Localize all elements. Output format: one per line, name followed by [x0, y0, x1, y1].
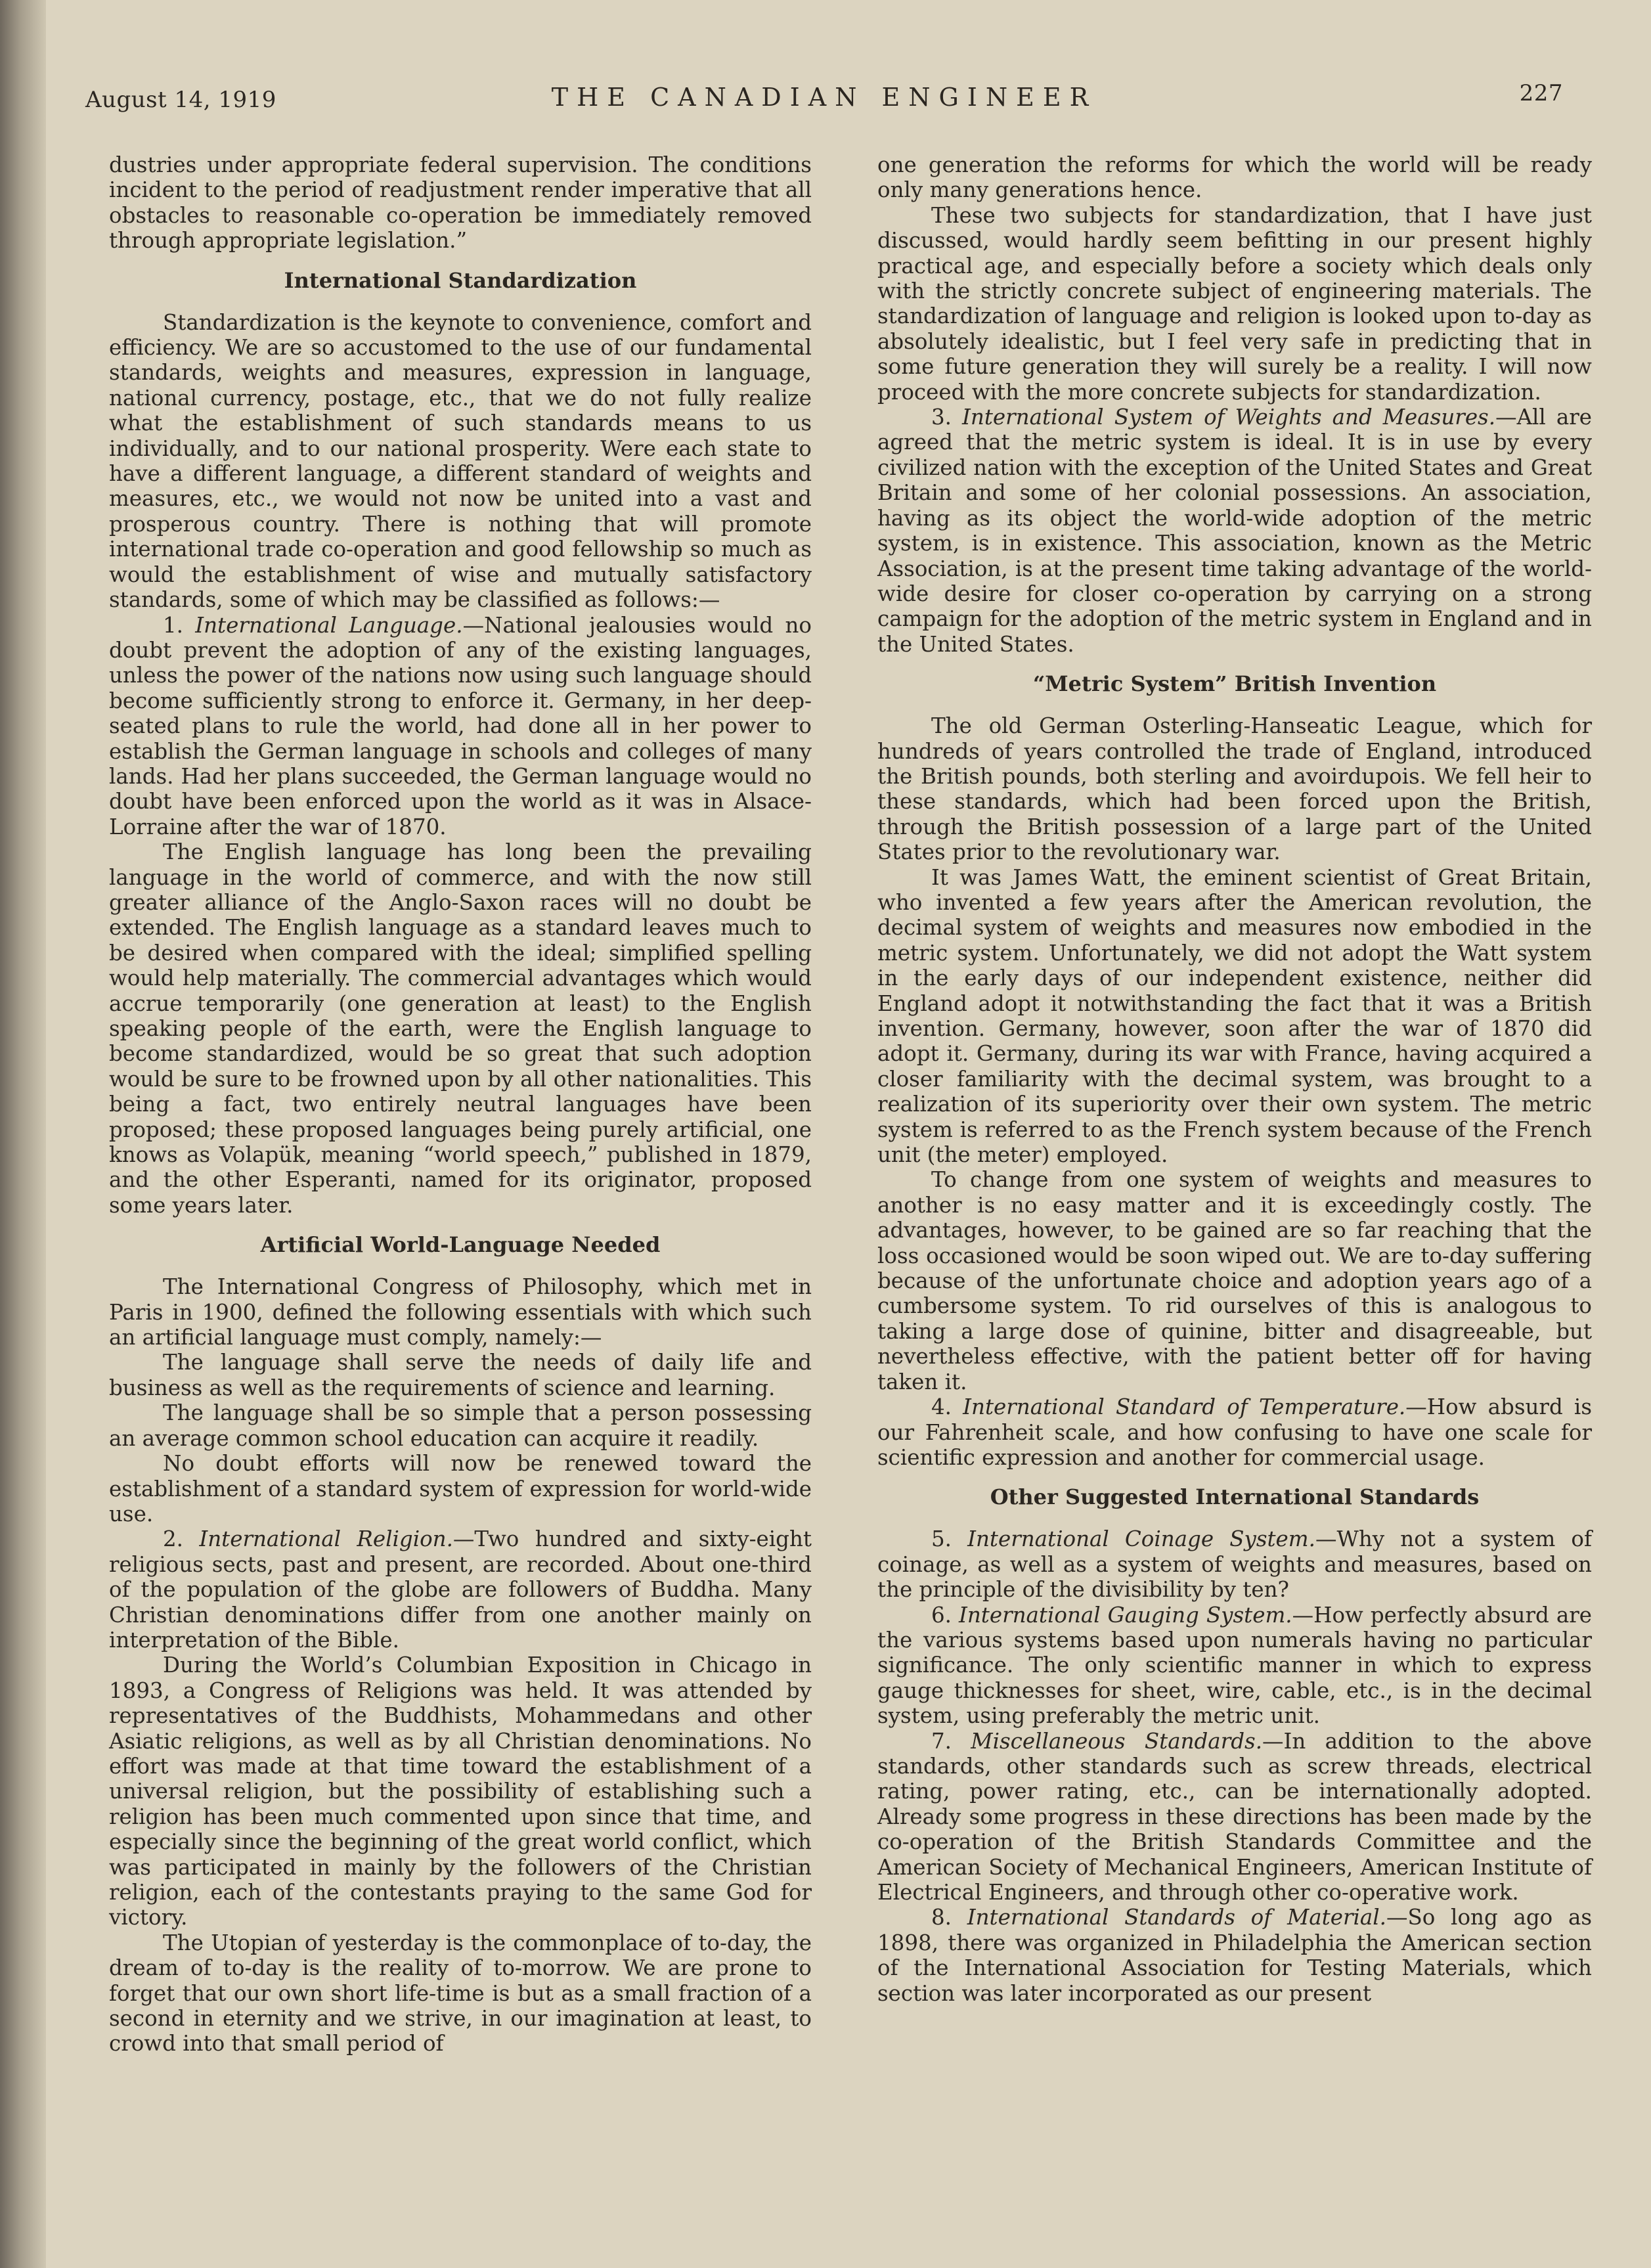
- paragraph: The old German Osterling-Hanseatic League, which for hundreds of years controlled the trade of England, introduced the British pounds, both sterling and avoirdupois. We fell heir to these standards, which had been forced upon the British, through the British possession of a large part of the United States prior to the revolutionary war.: [877, 713, 1592, 865]
- item-title: International System of Weights and Measures.: [962, 405, 1496, 430]
- item-title: International Standard of Temperature.: [963, 1394, 1406, 1420]
- item-text: —How absurd is our Fahrenheit scale, and how confusing to have one scale for scientific expression and another for commercial usage.: [877, 1394, 1593, 1470]
- paragraph: one generation the reforms for which the world will be ready only many generations hence.: [877, 152, 1592, 203]
- paragraph: [877, 1526, 1592, 1602]
- item-number: 8.: [931, 1905, 967, 1930]
- section-heading: Other Suggested International Standards: [990, 1484, 1480, 1510]
- running-header: [85, 78, 1563, 117]
- item-title: International Standards of Material.: [967, 1905, 1386, 1930]
- item-title: International Coinage System.: [967, 1526, 1315, 1552]
- item-title: International Religion.: [199, 1526, 453, 1552]
- item-number: 4.: [931, 1394, 963, 1420]
- item-text: —Two hundred and sixty-eight religious sects, past and present, are recorded. About one-third of the population of the globe are followers of Buddha. Many Christian denominations differ from one another mainly on interpretation of the Bible.: [109, 1526, 812, 1653]
- item-text: —In addition to the above standards, other standards such as screw threads, electrical rating, power rating, etc., can be internationally adopted. Already some progress in these directions has been made by the co-operation of the British Standards Committee and the American Society of Mechanical Engineers, American Institute of Electrical Engineers, and through other co-operative work.: [877, 1728, 1592, 1905]
- paragraph: To change from one system of weights and measures to another is no easy matter and it is exceedingly costly. The advantages, however, to be gained are so far reaching that the loss occasioned would be soon wiped out. We are to-day suffering because of the unfortunate choice and adoption years ago of a cumbersome system. To rid ourselves of this is analogous to taking a large dose of quinine, bitter and disagreeable, but nevertheless effective, with the patient better off for having taken it.: [877, 1167, 1592, 1394]
- item-number: 1.: [163, 612, 196, 638]
- item-number: 6.: [931, 1602, 959, 1628]
- section-heading: International Standardization: [284, 267, 637, 293]
- left-column: [109, 152, 812, 2057]
- paragraph: The language shall serve the needs of daily life and business as well as the requirements of science and learning.: [109, 1350, 812, 1400]
- paragraph: [877, 1729, 1592, 1905]
- item-text: —So long ago as 1898, there was organized in Philadelphia the American section of the International Association for Testing Materials, which section was later incorporated as our present: [877, 1905, 1593, 2006]
- paragraph: [877, 1603, 1592, 1729]
- section-heading: “Metric System” British Invention: [1032, 671, 1437, 697]
- section-heading: Artificial World-Language Needed: [260, 1232, 661, 1258]
- paragraph: During the World’s Columbian Exposition in Chicago in 1893, a Congress of Religions was held. It was attended by representatives of the Buddhists, Mohammedans and other Asiatic religions, as well as by all Christian denominations. No effort was made at that time toward the establishment of a universal religion, but the possibility of establishing such a religion has been much commented upon since that time, and especially since the beginning of the great world conflict, which was participated in mainly by the followers of the Christian religion, each of the contestants praying to the same God for victory.: [109, 1653, 812, 1930]
- page-number: 227: [1519, 80, 1563, 106]
- paragraph: No doubt efforts will now be renewed toward the establishment of a standard system of expression for world-wide use.: [109, 1451, 812, 1526]
- item-title: International Gauging System.: [959, 1602, 1292, 1628]
- item-title: International Language.: [195, 612, 463, 638]
- paragraph: These two subjects for standardization, that I have just discussed, would hardly seem befitting in our present highly practical age, and especially before a society which deals only with the strictly concrete subject of engineering materials. The standardization of language and religion is looked upon to-day as absolutely idealistic, but I feel very safe in predicting that in some future generation they will surely be a reality. I will now proceed with the more concrete subjects for standardization.: [877, 202, 1592, 405]
- item-number: 7.: [931, 1728, 971, 1754]
- paragraph: [109, 1526, 812, 1653]
- header-date: August 14, 1919: [85, 87, 276, 113]
- right-column: [877, 152, 1592, 2006]
- paragraph: [877, 1394, 1592, 1470]
- paragraph: Standardization is the keynote to convenience, comfort and efficiency. We are so accustomed to the use of our fundamental standards, weights and measures, expression in language, national currency, postage, etc., that we do not fully realize what the establishment of such standards means to us individually, and to our national prosperity. Were each state to have a different language, a different standard of weights and measures, etc., we would not now be united into a vast and prosperous country. There is nothing that will promote international trade co-operation and good fellowship so much as would the establishment of wise and mutually satisfactory standards, some of which may be classified as follows:—: [109, 309, 812, 613]
- paragraph: [877, 1905, 1592, 2006]
- item-title: Miscellaneous Standards.: [971, 1728, 1263, 1754]
- paragraph: dustries under appropriate federal supervision. The conditions incident to the period of readjustment render imperative that all obstacles to reasonable co-operation be immediately removed through appropriate legislation.”: [109, 152, 812, 254]
- item-number: 5.: [931, 1526, 968, 1552]
- item-text: —All are agreed that the metric system is ideal. It is in use by every civilized nation with the exception of the United States and Great Britain and some of her colonial possessions. An association, having as its object the world-wide adoption of the metric system, is in existence. This association, known as the Metric Association, is at the present time taking advantage of the world-wide desire for closer co-operation by carrying on a strong campaign for the adoption of the metric system in England and in the United States.: [877, 405, 1592, 657]
- item-number: 3.: [931, 405, 963, 430]
- item-number: 2.: [163, 1526, 200, 1552]
- item-text: —How perfectly absurd are the various systems based upon numerals having no particular significance. The only scientific manner in which to express gauge thicknesses for sheet, wire, cable, etc., is in the decimal system, using preferably the metric unit.: [877, 1602, 1592, 1729]
- paragraph: The International Congress of Philosophy, which met in Paris in 1900, defined the following essentials with which such an artificial language must comply, namely:—: [109, 1274, 812, 1350]
- paragraph: [109, 613, 812, 840]
- item-text: —National jealousies would no doubt prevent the adoption of any of the existing languages, unless the power of the nations now using such language should become sufficiently strong to enforce it. Germany, in her deep-seated plans to rule the world, had done all in her power to establish the German language in schools and colleges of many lands. Had her plans succeeded, the German language would no doubt have been enforced upon the world as it was in Alsace-Lorraine after the war of 1870.: [109, 612, 812, 839]
- paragraph: [877, 405, 1592, 657]
- paragraph: The English language has long been the prevailing language in the world of commerce, and with the now still greater alliance of the Anglo-Saxon races will no doubt be extended. The English language as a standard leaves much to be desired when compared with the ideal; simplified spelling would help materially. The commercial advantages which would accrue temporarily (one generation at least) to the English speaking people of the earth, were the English language to become standardized, would be so great that such adoption would be sure to be frowned upon by all other nationalities. This being a fact, two entirely neutral languages have been proposed; these proposed languages being purely artificial, one knows as Volapük, meaning “world speech,” published in 1879, and the other Esperanti, named for its originator, proposed some years later.: [109, 839, 812, 1218]
- paragraph: It was James Watt, the eminent scientist of Great Britain, who invented a few years after the American revolution, the decimal system of weights and measures now embodied in the metric system. Unfortunately, we did not adopt the Watt system in the early days of our independent existence, neither did England adopt it notwithstanding the fact that it was a British invention. Germany, however, soon after the war of 1870 did adopt it. Germany, during its war with France, having acquired a closer familiarity with the decimal system, was brought to a realization of its superiority over their own system. The metric system is referred to as the French system because of the French unit (the meter) employed.: [877, 864, 1592, 1168]
- binding-gutter: [0, 0, 46, 2268]
- journal-title: THE CANADIAN ENGINEER: [551, 83, 1097, 112]
- paragraph: The Utopian of yesterday is the commonplace of to-day, the dream of to-day is the reality of to-morrow. We are prone to forget that our own short life-time is but as a small fraction of a second in eternity and we strive, in our imagination at least, to crowd into that small period of: [109, 1930, 812, 2057]
- paragraph: The language shall be so simple that a person possessing an average common school education can acquire it readily.: [109, 1400, 812, 1451]
- item-text: —Why not a system of coinage, as well as a system of weights and measures, based on the principle of the divisibility by ten?: [877, 1526, 1592, 1603]
